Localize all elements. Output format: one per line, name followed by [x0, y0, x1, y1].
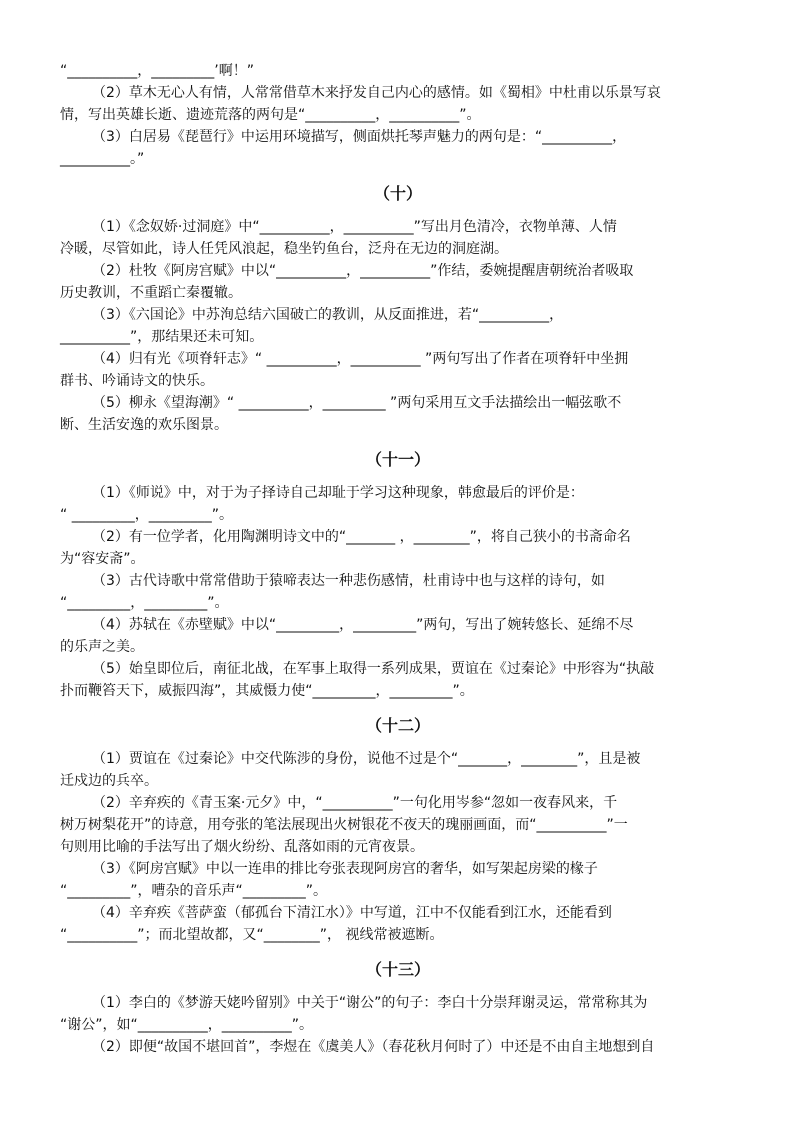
- section-0: [60, 60, 736, 170]
- question-line: （5）柳永《望海潮》“ __________，_________ ”两句采用互文手法描绘出一幅弦歌不: [92, 395, 622, 411]
- question-line: （2）即便“故国不堪回首”，李煜在《虞美人》（春花秋月何时了）中还是不由自主地想到自: [92, 1039, 655, 1055]
- question-line: （2）草木无心人有情，人常常借草木来抒发自己内心的感情。如《蜀相》中杜甫以乐景写哀: [92, 85, 661, 101]
- question-line: （4）归有光《项脊轩志》“ __________，__________ ”两句写出了作者在项脊轩中坐拥: [92, 351, 629, 367]
- question-line: （3）古代诗歌中常常借助于猿啼表达一种悲伤感情，杜甫诗中也与这样的诗句，如: [92, 573, 605, 589]
- question-line: “_________，_________”。: [60, 595, 229, 611]
- question-line: 的乐声之美。: [60, 639, 144, 655]
- question-line: （2）有一位学者，化用陶渊明诗文中的“_______ ，________”，将自己狭小的书斋命名: [92, 529, 631, 545]
- question-line: （5）始皇即位后，南征北战，在军事上取得一系列成果，贾谊在《过秦论》中形容为“执敲: [92, 661, 655, 677]
- question-line: “_________”，嘈杂的音乐声“_________”。: [60, 883, 328, 899]
- section-title: （十）: [373, 184, 422, 203]
- question-line: 历史教训，不重蹈亡秦覆辙。: [60, 285, 242, 301]
- question-line: （1）《念奴娇·过洞庭》中“__________，__________”写出月色清冷，衣物单薄、人情: [92, 219, 617, 235]
- section-title: （十二）: [365, 716, 430, 735]
- question-line: “谢公”，如“__________，__________”。: [60, 1017, 314, 1033]
- question-line: “__________”；而北望故都，又“________”， 视线常被遮断。: [60, 927, 444, 943]
- question-line: 句则用比喻的手法写出了烟火纷纷、乱落如雨的元宵夜景。: [60, 839, 424, 855]
- question-line: （3）《阿房宫赋》中以一连串的排比夸张表现阿房宫的奢华，如写架起房梁的椽子: [92, 861, 598, 877]
- section-3: [60, 713, 736, 946]
- question-line: （2）辛弃疾的《青玉案·元夕》中，“__________”一句化用岑参“忽如一夜春风来，千: [92, 795, 618, 811]
- question-line: 群书、吟诵诗文的快乐。: [60, 373, 214, 389]
- question-line: 树万树梨花开”的诗意，用夸张的笔法展现出火树银花不夜天的瑰丽画面，而“__________”一: [60, 817, 628, 833]
- question-line: （3）白居易《琵琶行》中运用环境描写，侧面烘托琴声魅力的两句是：“__________，: [92, 129, 627, 145]
- section-title: （十一）: [365, 450, 430, 469]
- section-1: [60, 181, 736, 436]
- section-4: [60, 957, 736, 1058]
- question-line: “ _________，_________”。: [60, 507, 233, 523]
- question-line: （2）杜牧《阿房宫赋》中以“__________，__________”作结，委婉提醒唐朝统治者吸取: [92, 263, 634, 279]
- worksheet-page: [60, 60, 736, 1058]
- question-line: （1）《师说》中，对于为子择诗自己却耻于学习这种现象，韩愈最后的评价是：: [92, 485, 584, 501]
- section-title: （十三）: [365, 960, 430, 979]
- question-line: （1）李白的《梦游天姥吟留别》中关于“谢公”的句子：李白十分崇拜谢灵运，常常称其为: [92, 995, 648, 1011]
- question-line: __________”，那结果还未可知。: [60, 329, 264, 345]
- question-line: （4）辛弃疾《菩萨蛮（郁孤台下清江水）》中写道，江中不仅能看到江水，还能看到: [92, 905, 612, 921]
- question-line: __________。”: [60, 151, 145, 167]
- question-line: 冷暖，尽管如此，诗人任凭风浪起，稳坐钓鱼台，泛舟在无边的洞庭湖。: [60, 241, 508, 257]
- question-line: 迁戍边的兵卒。: [60, 773, 158, 789]
- question-line: 情，写出英雄长逝、遗迹荒落的两句是“__________，__________”。: [60, 107, 481, 123]
- section-2: [60, 447, 736, 702]
- question-line: “__________，_________’啊！”: [60, 63, 254, 79]
- question-line: （1）贾谊在《过秦论》中交代陈涉的身份，说他不过是个“_______，________”，且是被: [92, 751, 641, 767]
- question-line: 为“容安斋”。: [60, 551, 145, 567]
- question-line: 扑而鞭笞天下，威振四海”，其威慑力使“_________，_________”。: [60, 683, 474, 699]
- question-line: （4）苏轼在《赤壁赋》中以“_________，_________”两句，写出了婉转悠长、延绵不尽: [92, 617, 634, 633]
- question-line: （3）《六国论》中苏洵总结六国破亡的教训，从反面推进，若“__________，: [92, 307, 564, 323]
- question-line: 断、生活安逸的欢乐图景。: [60, 417, 228, 433]
